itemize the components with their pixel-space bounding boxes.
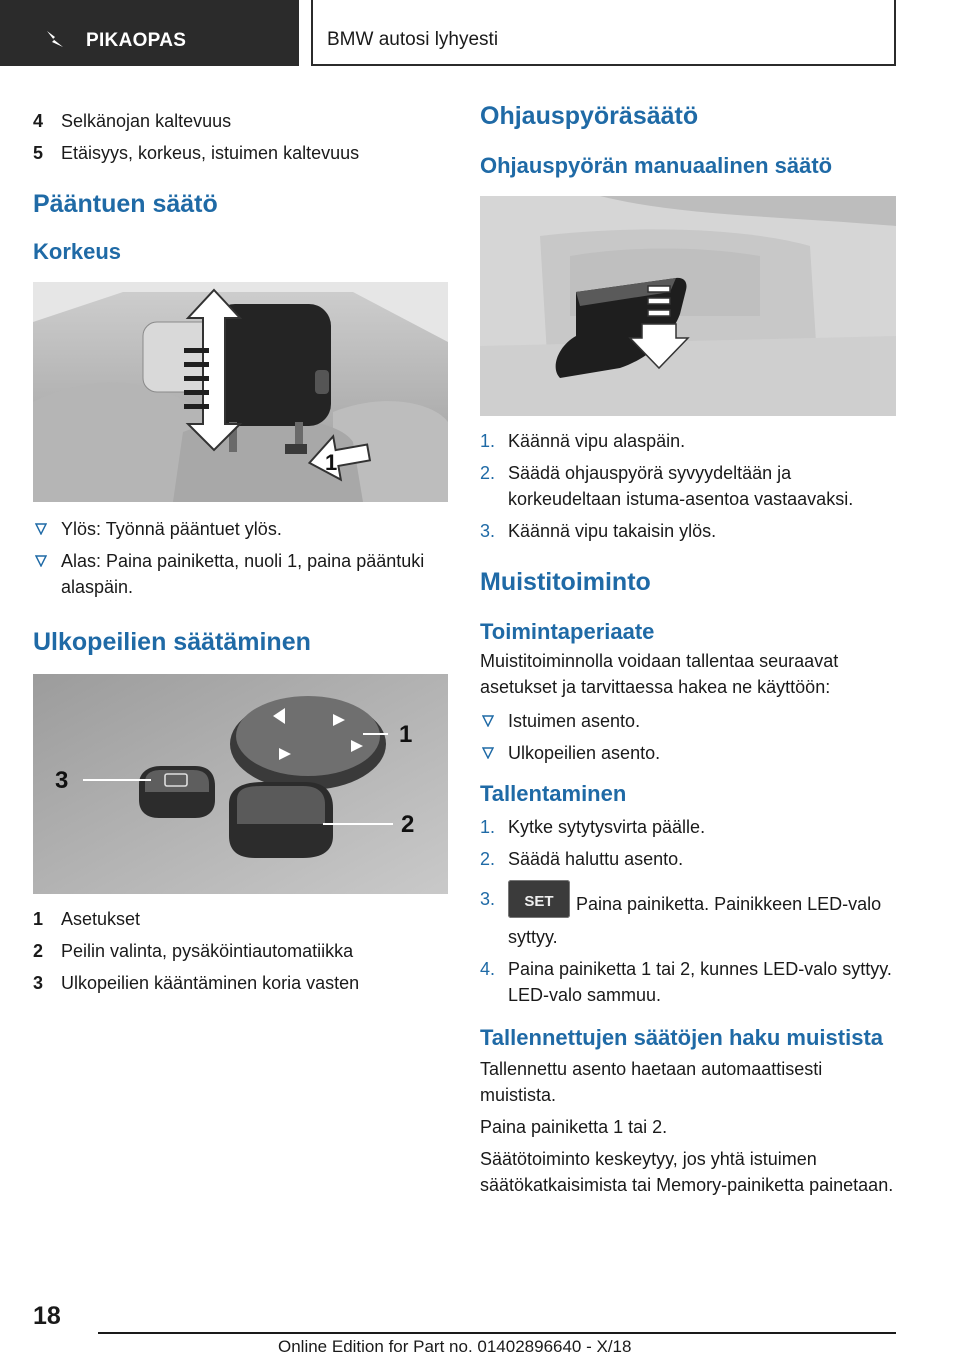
header-tab — [0, 0, 299, 66]
headrest-subheading: Korkeus — [33, 239, 122, 264]
step-number: 4. — [480, 959, 496, 979]
bullet-triangle-icon — [35, 555, 47, 567]
step-number: 2. — [480, 463, 496, 483]
recall-paragraph: Paina painiketta 1 tai 2. — [480, 1117, 668, 1137]
headrest-figure — [33, 282, 448, 502]
item-number: 2 — [33, 941, 44, 961]
step-number: 2. — [480, 849, 496, 869]
step-number: 3. — [480, 521, 496, 541]
list-item — [480, 518, 896, 544]
save-heading: Tallentaminen — [480, 781, 627, 806]
step-text: Käännä vipu alaspäin. — [508, 431, 686, 451]
list-item — [480, 428, 896, 454]
headrest-heading: Pääntuen säätö — [33, 190, 218, 218]
mirror-callout: 1 — [399, 721, 413, 748]
mirror-callout: 3 — [55, 767, 69, 794]
item-text: Asetukset — [61, 909, 141, 929]
bullet-text: Alas: Paina painiketta, nuoli 1, paina pääntuki alaspäin. — [61, 551, 425, 597]
steering-subheading: Ohjauspyörän manuaalinen säätö — [480, 153, 833, 178]
list-item — [480, 814, 896, 840]
bullet-text: Ylös: Työnnä pääntuet ylös. — [61, 519, 282, 539]
item-number: 3 — [33, 973, 44, 993]
footer-divider — [98, 1332, 896, 1334]
page-number: 18 — [33, 1302, 61, 1330]
steering-lever-illustration — [480, 196, 896, 416]
list-item — [480, 846, 896, 872]
step-text: Paina painiketta. Painikkeen LED-valo syttyy. — [508, 893, 882, 947]
mirror-callout: 2 — [401, 811, 415, 838]
legend-item — [33, 970, 448, 996]
item-text: Peilin valinta, pysäköintiautomatiikka — [61, 941, 354, 961]
list-item — [33, 548, 448, 600]
list-item — [33, 140, 448, 166]
header-title: BMW autosi lyhyesti — [327, 29, 499, 50]
list-item — [480, 886, 896, 950]
step-text: Säädä haluttu asento. — [508, 849, 684, 869]
bullet-text: Ulkopeilien asento. — [508, 743, 661, 763]
step-text: Käännä vipu takaisin ylös. — [508, 521, 717, 541]
right-column — [480, 100, 896, 1198]
legend-item — [33, 938, 448, 964]
bullet-triangle-icon — [35, 523, 47, 535]
recall-paragraph: Säätötoiminto keskeytyy, jos yhtä istuimen säätökatkaisimista tai Memory-painiketta painetaan. — [480, 1149, 894, 1195]
principle-heading: Toimintaperiaate — [480, 619, 655, 644]
step-number: 1. — [480, 817, 496, 837]
list-item — [480, 460, 896, 512]
set-button-label: SET — [524, 893, 554, 910]
headrest-illustration — [33, 282, 448, 502]
recall-paragraph: Tallennettu asento haetaan automaattisesti muistista. — [480, 1059, 823, 1105]
step-text: Paina painiketta 1 tai 2, kunnes LED-valo syttyy. LED-valo sammuu. — [508, 959, 892, 1005]
mirror-switch-illustration — [33, 674, 448, 894]
step-number: 1. — [480, 431, 496, 451]
principle-text: Muistitoiminnolla voidaan tallentaa seuraavat asetukset ja tarvittaessa hakea ne käyttöön: — [480, 651, 839, 697]
list-item — [480, 956, 896, 1008]
list-item — [33, 516, 448, 542]
item-text: Etäisyys, korkeus, istuimen kaltevuus — [61, 143, 360, 163]
bullet-text: Istuimen asento. — [508, 711, 641, 731]
memory-heading: Muistitoiminto — [480, 568, 651, 596]
bullet-triangle-icon — [482, 715, 494, 727]
step-text: Kytke sytytysvirta päälle. — [508, 817, 706, 837]
mirror-switch-figure — [33, 674, 448, 894]
mirrors-heading: Ulkopeilien säätäminen — [33, 628, 311, 656]
item-number: 1 — [33, 909, 44, 929]
steering-heading: Ohjauspyöräsäätö — [480, 102, 699, 130]
step-text: Säädä ohjauspyörä syvyydeltään ja korkeudeltaan istuma-asentoa vastaavaksi. — [508, 463, 854, 509]
list-item — [480, 740, 896, 766]
recall-heading: Tallennettujen säätöjen haku muistista — [480, 1025, 884, 1050]
item-number: 4 — [33, 111, 44, 131]
list-item — [480, 708, 896, 734]
item-text: Ulkopeilien kääntäminen koria vasten — [61, 973, 360, 993]
item-text: Selkänojan kaltevuus — [61, 111, 232, 131]
list-item — [33, 108, 448, 134]
footer-edition: Online Edition for Part no. 01402896640 - X/18 — [278, 1337, 632, 1356]
left-column — [33, 108, 448, 1002]
legend-item — [33, 906, 448, 932]
item-number: 5 — [33, 143, 44, 163]
headrest-callout: 1 — [325, 450, 338, 475]
steering-lever-figure — [480, 196, 896, 416]
step-number: 3. — [480, 889, 496, 909]
header-title-box — [311, 0, 896, 66]
header-tag: PIKAOPAS — [86, 30, 187, 51]
flash-icon — [44, 28, 66, 50]
set-button-image — [508, 880, 570, 918]
bullet-triangle-icon — [482, 747, 494, 759]
